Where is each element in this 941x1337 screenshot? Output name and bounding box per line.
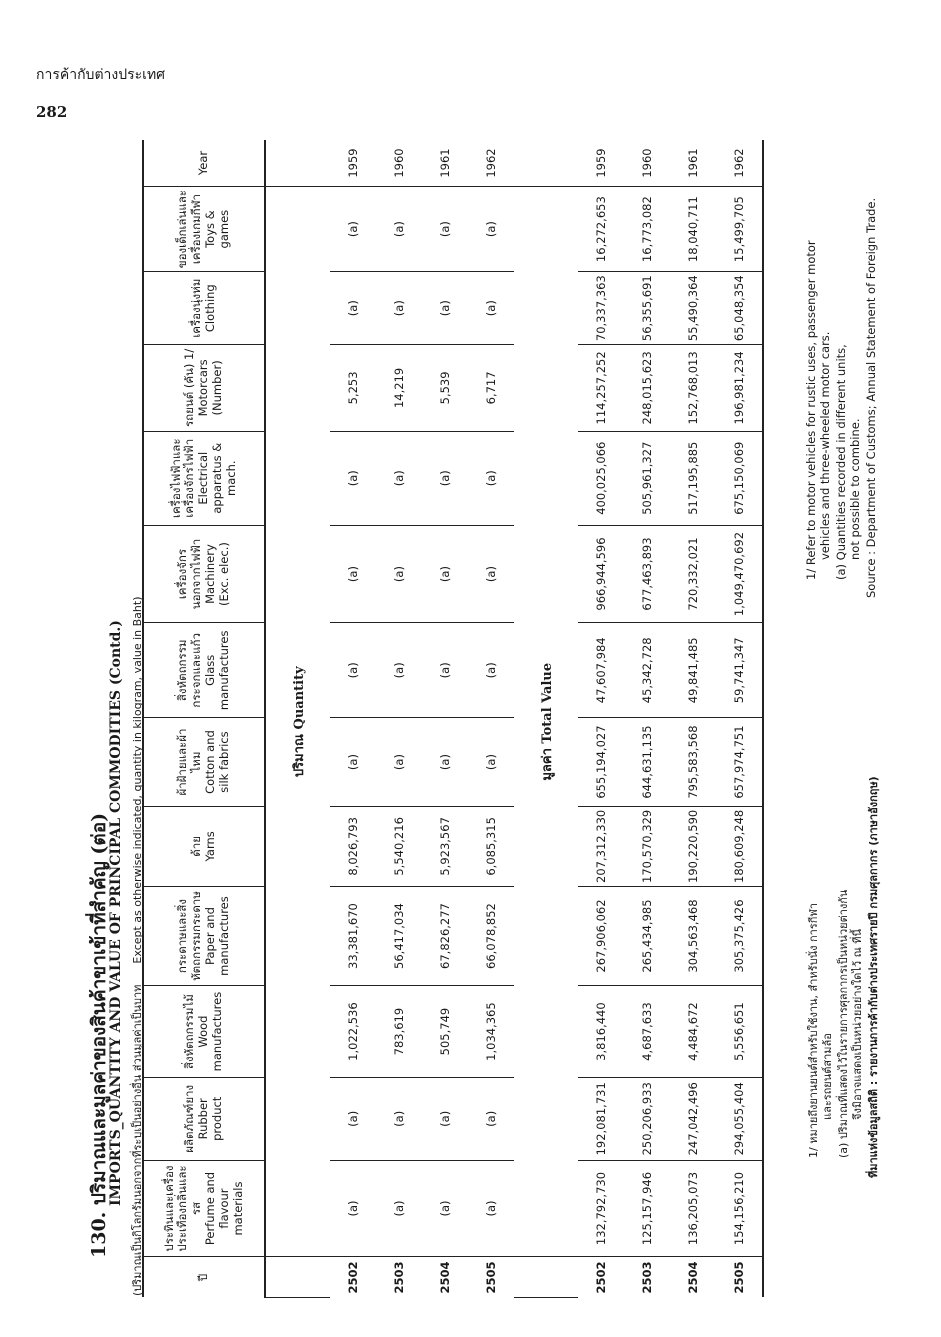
year-en-cell: 1961 bbox=[422, 140, 468, 187]
data-cell: 56,417,034 bbox=[376, 886, 422, 985]
data-cell: 3,816,440 bbox=[578, 986, 624, 1078]
data-cell: 114,257,252 bbox=[578, 345, 624, 432]
page-header-title: การค้ากับต่างประเทศ bbox=[36, 67, 166, 83]
data-cell: (a) bbox=[422, 187, 468, 272]
data-cell: 400,025,066 bbox=[578, 431, 624, 525]
column-header bbox=[143, 187, 265, 272]
footnote-th-a1: (a) ปริมาณที่แสดงไว้ในรายการศุลกากรเป็นหน่วยต่างกัน bbox=[837, 889, 850, 1158]
section-spacer bbox=[265, 140, 330, 187]
data-cell: (a) bbox=[376, 1160, 422, 1257]
footnote-th-1a: 1/ หมายถึงยานยนต์สำหรับใช้งาน, สำหรับนั่ง การกีฬา bbox=[807, 902, 820, 1158]
column-header bbox=[143, 1078, 265, 1161]
data-cell: 248,015,623 bbox=[624, 345, 670, 432]
data-cell: 267,906,062 bbox=[578, 886, 624, 985]
table-row bbox=[468, 140, 514, 1298]
year-th-cell: 2505 bbox=[484, 1261, 498, 1294]
column-header bbox=[143, 345, 265, 432]
data-cell: 5,540,216 bbox=[376, 806, 422, 886]
data-cell: (a) bbox=[468, 525, 514, 623]
data-cell: 65,048,354 bbox=[716, 272, 763, 345]
section-spacer bbox=[265, 1257, 330, 1298]
data-cell: 677,463,893 bbox=[624, 525, 670, 623]
footnote-en-1a: 1/ Refer to motor vehicles for rustic uses, passenger motor bbox=[804, 240, 818, 580]
column-header-en: Cotton and silk fabrics bbox=[203, 730, 231, 794]
data-cell: (a) bbox=[330, 1160, 376, 1257]
column-header bbox=[143, 272, 265, 345]
data-cell: (a) bbox=[376, 1078, 422, 1161]
footnote-en-1b: vehicles and three-wheeled motor cars. bbox=[818, 331, 832, 560]
column-header-en: Paper and manufactures bbox=[203, 896, 231, 976]
data-cell: 305,375,426 bbox=[716, 886, 763, 985]
data-cell: (a) bbox=[422, 1078, 468, 1161]
data-cell: 1,034,365 bbox=[468, 986, 514, 1078]
column-header bbox=[143, 986, 265, 1078]
year-th-header: ปี bbox=[143, 1257, 265, 1298]
column-header-en: Toys & games bbox=[203, 209, 231, 249]
column-header bbox=[143, 1160, 265, 1257]
data-cell: (a) bbox=[468, 623, 514, 718]
data-cell: 1,022,536 bbox=[330, 986, 376, 1078]
data-cell: (a) bbox=[330, 272, 376, 345]
footnote-th-a2: จึงมิอาจแสดงเป็นหน่วยอย่างใดไว้ ณ ที่นี้ bbox=[851, 928, 864, 1120]
data-cell: 247,042,496 bbox=[670, 1078, 716, 1161]
table-title-en: IMPORTS_QUANTITY AND VALUE OF PRINCIPAL COMMODITIES (Contd.) bbox=[108, 620, 124, 1206]
data-cell: (a) bbox=[376, 431, 422, 525]
column-header-en: Electrical apparatus & mach. bbox=[196, 442, 238, 514]
data-cell: 49,841,485 bbox=[670, 623, 716, 718]
data-cell: (a) bbox=[468, 1160, 514, 1257]
data-cell: 56,355,691 bbox=[624, 272, 670, 345]
data-cell: (a) bbox=[330, 623, 376, 718]
year-en-cell: 1959 bbox=[578, 140, 624, 187]
data-cell: (a) bbox=[468, 187, 514, 272]
data-cell: 655,194,027 bbox=[578, 718, 624, 806]
table-row bbox=[716, 140, 763, 1298]
data-cell: 67,826,277 bbox=[422, 886, 468, 985]
column-header-th: เครื่องจักรนอกจากไฟฟ้า bbox=[175, 538, 204, 610]
source-th: ที่มาแห่งข้อมูลสถิติ : รายงานการค้ากับต่างประเทศรายปี กรมศุลกากร (ภาษาอังกฤษ) bbox=[867, 776, 880, 1178]
column-header bbox=[143, 431, 265, 525]
column-header bbox=[143, 623, 265, 718]
year-en-cell: 1962 bbox=[468, 140, 514, 187]
data-cell: 154,156,210 bbox=[716, 1160, 763, 1257]
table-subtitle-th: (ปริมาณเป็นกิโลกรัมนอกจากที่ระบุเป็นอย่างอื่น ส่วนมูลค่าเป็นบาท bbox=[131, 984, 144, 1296]
data-cell: (a) bbox=[422, 525, 468, 623]
data-cell: (a) bbox=[468, 431, 514, 525]
table-row bbox=[330, 140, 376, 1298]
data-cell: 250,206,933 bbox=[624, 1078, 670, 1161]
data-cell: 190,220,590 bbox=[670, 806, 716, 886]
page-number: 282 bbox=[36, 103, 68, 121]
footnote-en-a1: (a) Quantities recorded in different units, bbox=[834, 344, 848, 580]
value-section bbox=[514, 140, 763, 1298]
data-cell: 15,499,705 bbox=[716, 187, 763, 272]
rotated-table-page bbox=[82, 98, 882, 1298]
quantity-section-row bbox=[265, 140, 330, 1298]
data-cell: 4,687,633 bbox=[624, 986, 670, 1078]
footnote-en-a2: not possible to combine. bbox=[848, 418, 862, 560]
data-cell: (a) bbox=[376, 623, 422, 718]
year-th-cell: 2502 bbox=[594, 1261, 608, 1294]
data-cell: 720,332,021 bbox=[670, 525, 716, 623]
data-cell: (a) bbox=[468, 718, 514, 806]
data-cell: 14,219 bbox=[376, 345, 422, 432]
data-cell: (a) bbox=[330, 1078, 376, 1161]
footnote-th-1b: และรถยนต์สามล้อ bbox=[821, 1033, 834, 1120]
data-cell: (a) bbox=[330, 187, 376, 272]
data-cell: 59,741,347 bbox=[716, 623, 763, 718]
column-header-en: Clothing bbox=[203, 284, 217, 333]
data-cell: (a) bbox=[422, 272, 468, 345]
column-header bbox=[143, 886, 265, 985]
source-en: Source : Department of Customs; Annual Statement of Foreign Trade. bbox=[864, 197, 878, 598]
column-header-en: Yarns bbox=[203, 831, 217, 862]
data-cell: 180,609,248 bbox=[716, 806, 763, 886]
value-section-row bbox=[514, 140, 578, 1298]
data-cell: 644,631,135 bbox=[624, 718, 670, 806]
table-row bbox=[422, 140, 468, 1298]
table-row bbox=[670, 140, 716, 1298]
column-header-en: Rubber product bbox=[196, 1096, 224, 1141]
data-cell: 4,484,672 bbox=[670, 986, 716, 1078]
column-header-en: Perfume and flavour materials bbox=[203, 1171, 245, 1246]
data-cell: (a) bbox=[330, 718, 376, 806]
data-cell: (a) bbox=[376, 187, 422, 272]
data-cell: 132,792,730 bbox=[578, 1160, 624, 1257]
data-cell: 136,205,073 bbox=[670, 1160, 716, 1257]
data-cell: 505,749 bbox=[422, 986, 468, 1078]
year-en-cell: 1959 bbox=[330, 140, 376, 187]
column-header bbox=[143, 525, 265, 623]
year-th-cell: 2502 bbox=[346, 1261, 360, 1294]
column-header-th: ผลิตภัณฑ์ยาง bbox=[182, 1084, 197, 1153]
data-cell: 505,961,327 bbox=[624, 431, 670, 525]
year-en-cell: 1960 bbox=[624, 140, 670, 187]
table-subtitle-en: Except as otherwise indicated, quantity in kilogram, value in Baht) bbox=[131, 596, 144, 964]
data-cell: 125,157,946 bbox=[624, 1160, 670, 1257]
year-en-header: Year bbox=[143, 140, 265, 187]
data-cell: 783,619 bbox=[376, 986, 422, 1078]
data-cell: (a) bbox=[422, 718, 468, 806]
year-th-cell: 2503 bbox=[392, 1261, 406, 1294]
column-header-th: เครื่องนุ่งห่ม bbox=[189, 278, 204, 338]
data-cell: (a) bbox=[376, 525, 422, 623]
data-cell: 16,272,653 bbox=[578, 187, 624, 272]
year-th-cell: 2504 bbox=[686, 1261, 700, 1294]
data-cell: 5,539 bbox=[422, 345, 468, 432]
data-cell: 45,342,728 bbox=[624, 623, 670, 718]
section-spacer bbox=[514, 140, 578, 187]
data-cell: 47,607,984 bbox=[578, 623, 624, 718]
data-cell: 675,150,069 bbox=[716, 431, 763, 525]
column-header-en: Wood manufactures bbox=[196, 991, 224, 1072]
data-cell: (a) bbox=[422, 623, 468, 718]
quantity-section bbox=[265, 140, 514, 1298]
data-cell: (a) bbox=[330, 525, 376, 623]
data-cell: (a) bbox=[468, 1078, 514, 1161]
data-cell: 966,944,596 bbox=[578, 525, 624, 623]
value-label: มูลค่า Total Value bbox=[514, 187, 578, 1258]
table-row bbox=[376, 140, 422, 1298]
data-cell: 207,312,330 bbox=[578, 806, 624, 886]
column-header-th: กระดาษและสิ่งหัตถกรรมกระดาษ bbox=[175, 891, 204, 981]
data-cell: 6,717 bbox=[468, 345, 514, 432]
data-cell: 152,768,013 bbox=[670, 345, 716, 432]
data-cell: 16,773,082 bbox=[624, 187, 670, 272]
year-th-cell: 2504 bbox=[438, 1261, 452, 1294]
data-cell: (a) bbox=[422, 431, 468, 525]
column-header-en: Motorcars (Number) bbox=[196, 359, 224, 417]
data-cell: 1,049,470,692 bbox=[716, 525, 763, 623]
year-th-cell: 2503 bbox=[640, 1261, 654, 1294]
data-cell: 55,490,364 bbox=[670, 272, 716, 345]
year-en-cell: 1961 bbox=[670, 140, 716, 187]
table-header-row bbox=[143, 140, 265, 1298]
data-cell: 5,923,567 bbox=[422, 806, 468, 886]
data-cell: 192,081,731 bbox=[578, 1078, 624, 1161]
column-header bbox=[143, 806, 265, 886]
data-cell: (a) bbox=[376, 718, 422, 806]
section-spacer bbox=[514, 1257, 578, 1298]
data-cell: 517,195,885 bbox=[670, 431, 716, 525]
data-cell: 8,026,793 bbox=[330, 806, 376, 886]
year-en-cell: 1960 bbox=[376, 140, 422, 187]
column-header-th: สิ่งหัตถกรรมกระจกและแก้ว bbox=[175, 633, 204, 708]
imports-table bbox=[142, 140, 764, 1298]
column-header-en: Machinery (Exc. elec.) bbox=[203, 542, 231, 606]
data-cell: 795,583,568 bbox=[670, 718, 716, 806]
data-cell: 18,040,711 bbox=[670, 187, 716, 272]
table-row bbox=[624, 140, 670, 1298]
data-cell: 5,253 bbox=[330, 345, 376, 432]
year-en-cell: 1962 bbox=[716, 140, 763, 187]
table-title-th: 130. ปริมาณและมูลค่าของสินค้าขาเข้าที่สำคัญ (ต่อ) bbox=[88, 812, 110, 1258]
data-cell: 294,055,404 bbox=[716, 1078, 763, 1161]
data-cell: (a) bbox=[468, 272, 514, 345]
data-cell: 265,434,985 bbox=[624, 886, 670, 985]
data-cell: 70,337,363 bbox=[578, 272, 624, 345]
data-cell: 33,381,670 bbox=[330, 886, 376, 985]
column-header-th: เครื่องไฟฟ้าและเครื่องจักรไฟฟ้า bbox=[168, 438, 197, 518]
table-row bbox=[578, 140, 624, 1298]
column-header-en: Glass manufactures bbox=[203, 630, 231, 711]
column-header-th: สิ่งหัตถกรรมไม้ bbox=[182, 994, 197, 1070]
data-cell: 170,570,329 bbox=[624, 806, 670, 886]
data-cell: 304,563,468 bbox=[670, 886, 716, 985]
data-cell: (a) bbox=[376, 272, 422, 345]
column-header bbox=[143, 718, 265, 806]
column-header-th: ด้าย bbox=[189, 836, 204, 857]
year-th-cell: 2505 bbox=[716, 1257, 763, 1298]
column-header-th: ของเด็กเล่นและเครื่องเกมกีฬา bbox=[175, 190, 204, 269]
data-cell: 657,974,751 bbox=[716, 718, 763, 806]
quantity-label: ปริมาณ Quantity bbox=[265, 187, 330, 1258]
data-cell: 5,556,651 bbox=[716, 986, 763, 1078]
data-cell: (a) bbox=[422, 1160, 468, 1257]
data-cell: 66,078,852 bbox=[468, 886, 514, 985]
column-header-th: ผ้าฝ้ายและผ้าไหม bbox=[175, 728, 204, 796]
data-cell: 6,085,315 bbox=[468, 806, 514, 886]
data-cell: 196,981,234 bbox=[716, 345, 763, 432]
column-header-th: ประทินและเครื่องประเทืองกลิ่นและรส bbox=[161, 1165, 204, 1252]
data-cell: (a) bbox=[330, 431, 376, 525]
column-header-th: รถยนต์ (คัน) 1/ bbox=[182, 348, 197, 428]
